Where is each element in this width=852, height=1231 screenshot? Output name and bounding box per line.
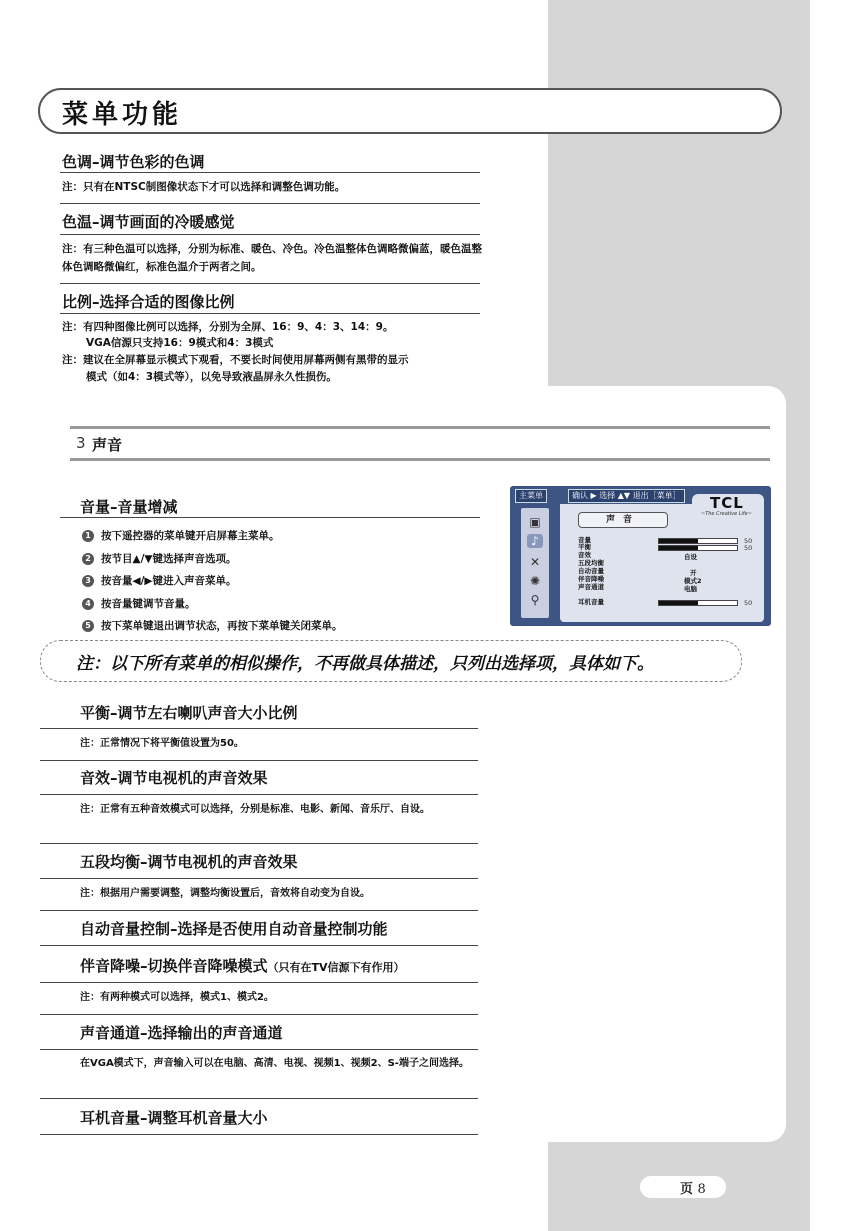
headphone-volume-heading: 耳机音量–调整耳机音量大小 <box>80 1109 268 1127</box>
step-text: 按音量◀/▶键进入声音菜单。 <box>101 575 237 587</box>
step-number: 5 <box>82 620 94 632</box>
page-title: 菜单功能 <box>62 100 183 130</box>
ratio-note-2b: 模式（如4：3模式等），以免导致液晶屏永久性损伤。 <box>86 371 337 383</box>
bar-fill <box>659 601 698 605</box>
divider <box>60 203 480 204</box>
step-text: 按下菜单键退出调节状态，再按下菜单键关闭菜单。 <box>101 620 343 632</box>
tv-row-label: 声音通道 <box>578 583 604 591</box>
tv-row-value: 50 <box>744 544 753 552</box>
tv-row-value: 电脑 <box>684 585 697 593</box>
settings-icon: ✺ <box>529 574 541 588</box>
ratio-heading: 比例–选择合适的图像比例 <box>62 293 235 311</box>
tcl-slogan: ~The Creative Life~ <box>701 511 752 517</box>
noise-reduction-note: 注：有两种模式可以选择，模式1、模式2。 <box>80 992 274 1003</box>
sound-effect-heading: 音效–调节电视机的声音效果 <box>80 769 268 787</box>
balance-note: 注：正常情况下将平衡值设置为50。 <box>80 738 244 749</box>
page-label: 页 <box>680 1182 694 1197</box>
section-divider-bottom <box>70 458 770 461</box>
sound-icon: ♪ <box>527 534 543 548</box>
tcl-logo: TCL <box>710 494 744 512</box>
noise-reduction-title: 伴音降噪–切换伴音降噪模式 <box>80 957 268 975</box>
divider <box>60 313 480 314</box>
search-icon: ⚲ <box>530 593 540 607</box>
step-3 <box>82 573 236 588</box>
tv-row-value: 50 <box>744 599 753 607</box>
divider <box>40 728 478 729</box>
tv-balance-bar <box>658 545 738 551</box>
divider <box>40 878 478 879</box>
tv-row-label: 五段均衡 <box>578 559 604 567</box>
divider <box>60 283 480 284</box>
divider <box>40 1014 478 1015</box>
tv-menu-heading: 声音 <box>578 512 668 528</box>
tv-main-menu-tab: 主菜单 <box>515 489 547 503</box>
divider <box>60 234 480 235</box>
hue-note: 注：只有在NTSC制图像状态下才可以选择和调整色调功能。 <box>62 181 346 193</box>
step-4 <box>82 596 196 611</box>
divider <box>60 172 480 173</box>
tv-headphone-bar <box>658 600 738 606</box>
divider <box>40 1134 478 1135</box>
step-number: 2 <box>82 553 94 565</box>
page-number <box>680 1178 706 1197</box>
divider <box>40 794 478 795</box>
avc-heading: 自动音量控制–选择是否使用自动音量控制功能 <box>80 920 388 938</box>
ratio-note-2: 注：建议在全屏幕显示模式下观看，不要长时间使用屏幕两侧有黑带的显示 <box>62 354 409 366</box>
tv-row-label: 伴音降噪 <box>578 575 604 583</box>
bar-fill <box>659 539 698 543</box>
step-text: 按下遥控器的菜单键开启屏幕主菜单。 <box>101 530 280 542</box>
tv-row-label: 音量 <box>578 536 591 544</box>
divider <box>40 910 478 911</box>
tv-row-label: 耳机音量 <box>578 598 604 606</box>
noise-reduction-heading <box>80 955 405 976</box>
tv-row-label: 平衡 <box>578 543 591 551</box>
picture-icon: ▣ <box>529 515 541 529</box>
step-2 <box>82 551 236 566</box>
divider <box>40 843 478 844</box>
sound-effect-note: 注：正常有五种音效模式可以选择，分别是标准、电影、新闻、音乐厅、自设。 <box>80 804 430 815</box>
tv-row-label: 自动音量 <box>578 567 604 575</box>
ratio-note-1b: VGA信源只支持16：9模式和4：3模式 <box>86 337 274 349</box>
tv-row-label: 音效 <box>578 551 591 559</box>
noise-reduction-suffix: （只有在TV信源下有作用） <box>267 961 405 974</box>
section-name: 声音 <box>92 436 123 454</box>
balance-heading: 平衡–调节左右喇叭声音大小比例 <box>80 704 298 722</box>
equalizer-note: 注：根据用户需要调整，调整均衡设置后，音效将自动变为自设。 <box>80 888 370 899</box>
tv-row-value: 50 <box>744 537 753 545</box>
step-1 <box>82 528 280 543</box>
equalizer-heading: 五段均衡–调节电视机的声音效果 <box>80 853 298 871</box>
audio-channel-heading: 声音通道–选择输出的声音通道 <box>80 1024 283 1042</box>
divider <box>40 1049 478 1050</box>
step-number: 1 <box>82 530 94 542</box>
step-text: 按节目▲/▼键选择声音选项。 <box>101 553 237 565</box>
divider <box>40 1098 478 1099</box>
divider <box>40 945 478 946</box>
color-temp-heading: 色温–调节画面的冷暖感觉 <box>62 213 235 231</box>
tv-row-value: 模式2 <box>684 577 702 585</box>
step-number: 3 <box>82 575 94 587</box>
audio-channel-note: 在VGA模式下，声音输入可以在电脑、高清、电视、视频1、视频2、S-端子之间选择。 <box>80 1058 469 1069</box>
section-divider-top <box>70 426 770 429</box>
page-value: 8 <box>697 1182 706 1197</box>
tv-row-value: 开 <box>690 569 697 577</box>
ratio-note-1: 注：有四种图像比例可以选择，分别为全屏、16：9、4：3、14：9。 <box>62 321 394 333</box>
divider <box>40 760 478 761</box>
tv-hint-bar: 确认 ▶ 选择 ▲▼ 退出［菜单］ <box>568 489 685 503</box>
section-number: 3 <box>76 434 86 452</box>
step-number: 4 <box>82 598 94 610</box>
step-text: 按音量键调节音量。 <box>101 598 196 610</box>
tv-row-value: 自设 <box>684 553 697 561</box>
divider <box>40 982 478 983</box>
hue-heading: 色调–调节色彩的色调 <box>62 153 205 171</box>
divider <box>60 517 480 518</box>
bar-fill <box>659 546 698 550</box>
step-5 <box>82 618 343 633</box>
color-temp-note: 注：有三种色温可以选择，分别为标准、暖色、冷色。冷色温整体色调略微偏蓝，暖色温整体色调略微偏红，标准色温介于两者之间。 <box>62 243 482 273</box>
tv-volume-bar <box>658 538 738 544</box>
tools-icon: ✕ <box>529 555 541 569</box>
general-note: 注：以下所有菜单的相似操作，不再做具体描述，只列出选择项，具体如下。 <box>76 654 654 674</box>
volume-heading: 音量–音量增减 <box>80 498 178 516</box>
